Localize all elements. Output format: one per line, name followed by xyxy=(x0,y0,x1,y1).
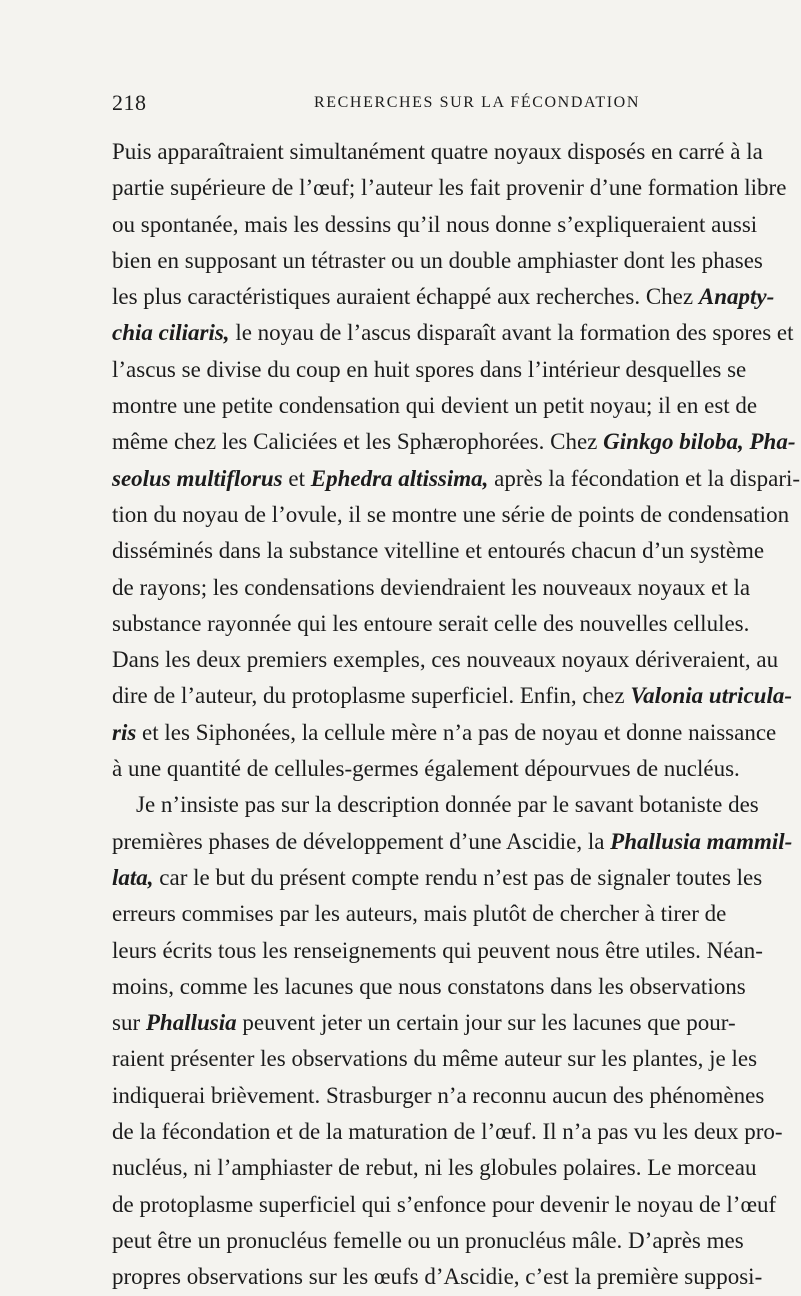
text-line xyxy=(112,352,747,388)
text-segment: tion du noyau de l’ovule, il se montre une série de points de condensation xyxy=(112,501,790,527)
text-line xyxy=(112,678,792,714)
text-segment: partie supérieure de l’œuf; l’auteur les fait provenir d’une formation libre xyxy=(112,175,787,201)
text-segment: peuvent jeter un certain jour sur les lacunes que pour- xyxy=(236,1010,736,1036)
italic-text-segment: Anapty- xyxy=(698,284,775,310)
text-line xyxy=(112,570,751,606)
italic-text-segment: Ginkgo biloba, Pha- xyxy=(603,429,796,455)
text-segment: substance rayonnée qui les entoure serait celle des nouvelles cellules. xyxy=(112,610,750,636)
page-header xyxy=(112,90,722,118)
text-segment: moins, comme les lacunes que nous constatons dans les observations xyxy=(112,973,746,999)
text-line xyxy=(112,933,763,969)
text-segment: l’ascus se divise du coup en huit spores dans l’intérieur desquelles se xyxy=(112,356,747,382)
text-line xyxy=(112,642,779,678)
text-segment: montre une petite condensation qui devient un petit noyau; il en est de xyxy=(112,393,758,419)
text-line xyxy=(112,1223,744,1259)
text-line xyxy=(112,896,727,932)
text-segment: à une quantité de cellules-germes également dépourvues de nucléus. xyxy=(112,756,740,782)
text-line xyxy=(112,751,740,787)
text-segment: dire de l’auteur, du protoplasme superficiel. Enfin, chez xyxy=(112,683,631,709)
text-segment: de la fécondation et de la maturation de l’œuf. Il n’a pas vu les deux pro- xyxy=(112,1119,783,1145)
text-segment: erreurs commises par les auteurs, mais plutôt de chercher à tirer de xyxy=(112,901,727,927)
text-line xyxy=(112,1005,736,1041)
text-line xyxy=(112,134,763,170)
text-line xyxy=(112,1187,777,1223)
text-segment: bien en supposant un tétraster ou un double amphiaster dont les phases xyxy=(112,247,763,273)
text-segment: le noyau de l’ascus disparaît avant la formation des spores et xyxy=(229,320,794,346)
italic-text-segment: Phallusia xyxy=(145,1010,237,1036)
text-line xyxy=(112,170,787,206)
text-segment: sur xyxy=(112,1010,146,1036)
text-line xyxy=(112,1150,757,1186)
text-segment: propres observations sur les œufs d’Ascidie, c’est la première supposi- xyxy=(112,1264,763,1290)
text-line xyxy=(112,243,763,279)
italic-text-segment: Ephedra altissima, xyxy=(310,465,489,491)
text-line xyxy=(112,606,750,642)
text-line xyxy=(112,533,765,569)
text-segment: même chez les Caliciées et les Sphærophorées. Chez xyxy=(112,429,604,455)
text-line xyxy=(112,207,758,243)
body-text xyxy=(112,134,801,1296)
italic-text-segment: Valonia utricula- xyxy=(630,683,792,709)
text-segment: Puis apparaîtraient simultanément quatre noyaux disposés en carré à la xyxy=(112,139,763,164)
text-segment: nucléus, ni l’amphiaster de rebut, ni les globules polaires. Le morceau xyxy=(112,1155,757,1181)
text-segment: de rayons; les condensations deviendraient les nouveaux noyaux et la xyxy=(112,574,751,600)
italic-text-segment: seolus multiflorus xyxy=(112,465,283,491)
text-segment: et xyxy=(282,465,311,491)
text-line xyxy=(112,315,794,351)
text-line xyxy=(112,969,746,1005)
text-segment: disséminés dans la substance vitelline et entourés chacun d’un système xyxy=(112,538,765,564)
text-segment: Je n’insiste pas sur la description donnée par le savant botaniste des xyxy=(136,792,759,818)
text-line xyxy=(112,461,801,497)
text-line xyxy=(112,787,759,823)
italic-text-segment: Phallusia mammil- xyxy=(610,828,793,854)
text-line xyxy=(112,424,796,460)
text-line xyxy=(112,1078,765,1114)
text-segment: raient présenter les observations du même auteur sur les plantes, je les xyxy=(112,1046,758,1072)
text-segment: premières phases de développement d’une Ascidie, la xyxy=(112,828,611,854)
text-line xyxy=(112,1259,763,1295)
text-segment: indiquerai brièvement. Strasburger n’a reconnu aucun des phénomènes xyxy=(112,1082,765,1108)
text-line xyxy=(112,497,790,533)
italic-text-segment: ris xyxy=(112,719,137,745)
text-segment: leurs écrits tous les renseignements qui peuvent nous être utiles. Néan- xyxy=(112,937,763,963)
text-line xyxy=(112,1114,783,1150)
italic-text-segment: chia ciliaris, xyxy=(112,320,230,346)
text-segment: peut être un pronucléus femelle ou un pronucléus mâle. D’après mes xyxy=(112,1227,744,1253)
text-segment: après la fécondation et la dispari- xyxy=(488,465,801,491)
text-line xyxy=(112,715,777,751)
italic-text-segment: lata, xyxy=(112,864,154,890)
text-segment: Dans les deux premiers exemples, ces nouveaux noyaux dériveraient, au xyxy=(112,647,779,673)
text-segment: de protoplasme superficiel qui s’enfonce pour devenir le noyau de l’œuf xyxy=(112,1191,777,1217)
text-line xyxy=(112,279,775,315)
text-line xyxy=(112,388,758,424)
text-line xyxy=(112,824,793,860)
text-line xyxy=(112,1041,758,1077)
text-segment: les plus caractéristiques auraient échappé aux recherches. Chez xyxy=(112,284,699,310)
running-title: RECHERCHES SUR LA FÉCONDATION xyxy=(314,94,640,111)
page-number: 218 xyxy=(112,90,147,115)
text-segment: ou spontanée, mais les dessins qu’il nous donne s’expliqueraient aussi xyxy=(112,211,758,237)
text-line xyxy=(112,860,763,896)
text-segment: car le but du présent compte rendu n’est pas de signaler toutes les xyxy=(153,864,763,890)
text-segment: et les Siphonées, la cellule mère n’a pas de noyau et donne naissance xyxy=(136,719,777,745)
